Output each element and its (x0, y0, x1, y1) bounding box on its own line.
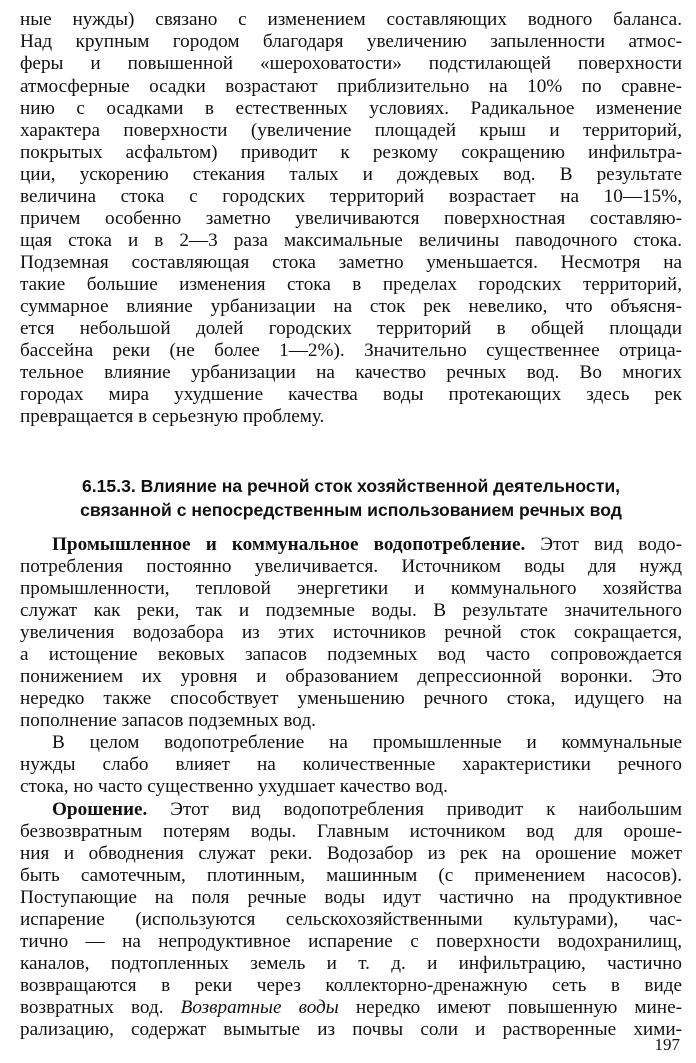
text-line (52, 534, 682, 556)
page-number: 197 (654, 1035, 680, 1054)
text-line: каналов, подтопленных земель и т. д. и инфильтрацию, частично (20, 953, 682, 974)
italic-term: Возвратные воды (180, 997, 339, 1018)
text-line (52, 799, 682, 821)
text-line: тельное влияние урбанизации на качество речных вод. Во многих (20, 362, 682, 383)
text-line: а истощение вековых запасов подземных вод часто сопровождается (20, 644, 682, 665)
text-line: тично — на непродуктивное испарение с поверхности водохранилищ, (20, 931, 682, 952)
text-line: ется небольшой долей городских территорий в общей площади (20, 318, 682, 339)
text-run: возвратных вод. (20, 997, 181, 1018)
text-line: городах мира ухудшение качества воды протекающих здесь рек (20, 384, 682, 405)
text-run: Этот вид водо- (525, 534, 682, 555)
text-line: Подземная составляющая стока заметно уменьшается. Несмотря на (20, 252, 682, 273)
text-line: покрытых асфальтом) приводит к резкому сокращению инфильтра- (20, 142, 682, 163)
text-line: ния и обводнения служат реки. Водозабор из рек на орошение может (20, 843, 682, 864)
text-line: потребления постоянно увеличивается. Источником воды для нужд (20, 556, 682, 577)
text-line: стока, но часто существенно ухудшает качество вод. (20, 776, 448, 797)
text-line: рализацию, содержат вымытые из почвы соли и растворенные хими- (20, 1019, 682, 1040)
text-line: характера поверхности (увеличение площадей крыш и территорий, (20, 120, 682, 141)
run-in-title: Промышленное и коммунальное водопотребление. (52, 534, 526, 555)
text-line: промышленности, тепловой энергетики и коммунального хозяйства (20, 578, 682, 599)
section-heading-line-2: связанной с непосредственным использованием речных вод (80, 500, 622, 520)
text-line: нужды слабо влияет на количественные характеристики речного (20, 754, 682, 775)
text-line: щая стока и в 2—3 раза максимальные величины паводочного стока. (20, 230, 682, 251)
section-heading-line-1: 6.15.3. Влияние на речной сток хозяйственной деятельности, (81, 476, 621, 496)
text-line: Над крупным городом благодаря увеличению запыленности атмос- (20, 31, 682, 52)
text-line: В целом водопотребление на промышленные и коммунальные (52, 732, 682, 753)
text-line: пополнение запасов подземных вод. (20, 710, 316, 731)
text-run: Этот вид водопотребления приводит к наибольшим (147, 799, 682, 820)
text-line: быть самотечным, плотинным, машинным (с применением насосов). (20, 865, 682, 886)
text-line: такие большие изменения стока в пределах городских территорий, (20, 274, 682, 295)
text-line: нию с осадками в естественных условиях. Радикальное изменение (20, 98, 682, 119)
text-line: нередко также способствует уменьшению речного стока, идущего на (20, 688, 682, 709)
text-line: причем особенно заметно увеличиваются поверхностная составляю- (20, 208, 682, 229)
text-line: служат как реки, так и подземные воды. В результате значительного (20, 600, 682, 621)
text-line: величина стока с городских территорий возрастает на 10—15%, (20, 186, 682, 207)
text-line: ные нужды) связано с изменением составляющих водного баланса. (20, 9, 682, 30)
text-line: суммарное влияние урбанизации на сток рек невелико, что объясня- (20, 296, 682, 317)
text-line: возвращаются в реки через коллекторно-дренажную сеть в виде (20, 975, 682, 996)
text-line: превращается в серьезную проблему. (20, 406, 325, 427)
text-line (20, 997, 682, 1019)
text-line: бассейна реки (не более 1—2%). Значительно существеннее отрица- (20, 340, 682, 361)
text-line: безвозвратным потерям воды. Главным источником вод для ороше- (20, 821, 682, 842)
text-line: ции, ускорению стекания талых и дождевых вод. В результате (20, 164, 682, 185)
text-run: нередко имеют повышенную мине- (338, 997, 682, 1018)
text-line: атмосферные осадки возрастают приблизительно на 10% по сравне- (20, 76, 682, 97)
run-in-title: Орошение. (52, 799, 148, 820)
text-line: понижением их уровня и образованием депрессионной воронки. Это (20, 666, 682, 687)
text-line: феры и повышенной «шероховатости» подстилающей поверхности (20, 53, 682, 74)
text-line: испарение (используются сельскохозяйственными культурами), час- (20, 909, 682, 930)
text-line: Поступающие на поля речные воды идут частично на продуктивное (20, 887, 682, 908)
text-line: увеличения водозабора из этих источников речной сток сокращается, (20, 622, 682, 643)
